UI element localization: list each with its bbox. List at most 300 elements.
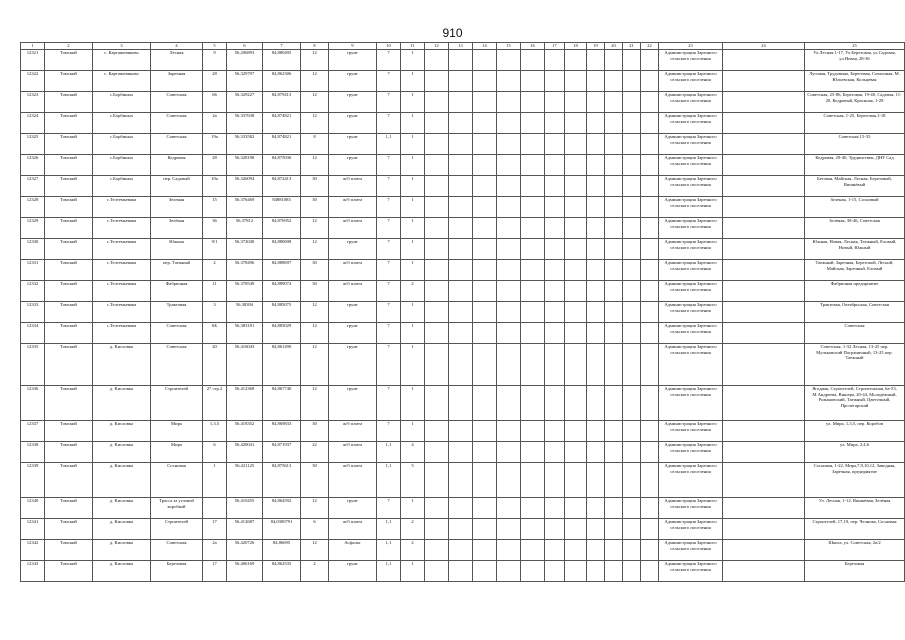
table-cell bbox=[723, 155, 805, 176]
table-cell: Администрация Заречного сельского поселения bbox=[659, 344, 723, 386]
table-cell: 12 bbox=[301, 239, 329, 260]
table-cell bbox=[473, 323, 497, 344]
table-cell: Администрация Заречного сельского поселения bbox=[659, 260, 723, 281]
table-cell: 84,861490 bbox=[263, 344, 301, 386]
table-cell bbox=[521, 176, 545, 197]
table-cell: 6 bbox=[301, 519, 329, 540]
table-cell: Березовая bbox=[805, 561, 905, 582]
table-cell bbox=[641, 197, 659, 218]
table-cell bbox=[425, 50, 449, 71]
table-cell bbox=[473, 155, 497, 176]
table-cell bbox=[623, 239, 641, 260]
table-cell: Томский bbox=[45, 50, 93, 71]
table-cell bbox=[449, 71, 473, 92]
table-cell bbox=[473, 260, 497, 281]
table-cell bbox=[449, 323, 473, 344]
table-cell: 84,876952 bbox=[263, 218, 301, 239]
table-cell: 2 bbox=[401, 519, 425, 540]
table-cell: 7 bbox=[377, 50, 401, 71]
table-cell: 56,333582 bbox=[227, 134, 263, 155]
table-cell bbox=[425, 302, 449, 323]
table-cell: 1 bbox=[401, 239, 425, 260]
table-cell: Томский bbox=[45, 260, 93, 281]
table-cell bbox=[521, 197, 545, 218]
table-cell bbox=[473, 561, 497, 582]
table-cell: Кедровая, 29-40, Трудинствен, ДНТ Сад bbox=[805, 155, 905, 176]
table-cell bbox=[473, 281, 497, 302]
table-cell bbox=[623, 71, 641, 92]
table-cell: Администрация Заречного сельского поселения bbox=[659, 134, 723, 155]
table-cell: Администрация Заречного сельского поселения bbox=[659, 239, 723, 260]
table-cell bbox=[623, 519, 641, 540]
table-cell bbox=[723, 71, 805, 92]
table-cell bbox=[545, 50, 565, 71]
table-cell bbox=[605, 442, 623, 463]
table-cell: 7 bbox=[377, 323, 401, 344]
table-cell: Томский bbox=[45, 561, 93, 582]
table-cell: 3 bbox=[203, 302, 227, 323]
table-cell bbox=[723, 519, 805, 540]
table-cell bbox=[449, 176, 473, 197]
table-cell bbox=[641, 540, 659, 561]
table-cell bbox=[565, 281, 587, 302]
table-cell bbox=[473, 386, 497, 421]
table-cell: с.Телтемьевака bbox=[93, 260, 151, 281]
table-cell bbox=[497, 302, 521, 323]
table-cell bbox=[425, 323, 449, 344]
table-cell: Зеленая bbox=[151, 197, 203, 218]
table-cell bbox=[521, 113, 545, 134]
table-cell: 30 bbox=[301, 463, 329, 498]
table-row bbox=[21, 176, 905, 197]
table-cell: грунт bbox=[329, 113, 377, 134]
table-cell: Школа, ул. Советская, 2а/2 bbox=[805, 540, 905, 561]
table-cell: Сосновая, 1-22, Мира,7,9,10,12, Заводная, Заречная, предприятие bbox=[805, 463, 905, 498]
table-cell bbox=[545, 197, 565, 218]
table-cell: 1 bbox=[401, 176, 425, 197]
table-cell: Администрация Заречного сельского поселения bbox=[659, 302, 723, 323]
table-cell: 12335 bbox=[21, 344, 45, 386]
table-cell bbox=[565, 442, 587, 463]
table-cell: 56,410455 bbox=[227, 498, 263, 519]
table-cell: Сосновая bbox=[151, 463, 203, 498]
table-cell: 1 bbox=[401, 421, 425, 442]
table-cell: 1 bbox=[401, 302, 425, 323]
table-cell: 7 bbox=[377, 71, 401, 92]
table-cell: 12331 bbox=[21, 260, 45, 281]
table-cell bbox=[605, 540, 623, 561]
table-cell bbox=[473, 442, 497, 463]
table-cell: Зелёная bbox=[151, 218, 203, 239]
table-cell bbox=[521, 463, 545, 498]
table-cell bbox=[605, 323, 623, 344]
table-cell bbox=[623, 197, 641, 218]
table-cell bbox=[425, 260, 449, 281]
table-cell bbox=[497, 323, 521, 344]
table-row bbox=[21, 260, 905, 281]
table-cell: 7 bbox=[377, 197, 401, 218]
table-cell: ж/б плита bbox=[329, 281, 377, 302]
table-cell: с.Телтемьевака bbox=[93, 218, 151, 239]
table-row bbox=[21, 92, 905, 113]
table-cell bbox=[473, 71, 497, 92]
table-cell: Администрация Заречного сельского поселения bbox=[659, 561, 723, 582]
table-cell: Зеленая, 1-15, Сосновый bbox=[805, 197, 905, 218]
table-cell: 30 bbox=[301, 176, 329, 197]
table-cell: Советская 15-35 bbox=[805, 134, 905, 155]
table-cell bbox=[723, 176, 805, 197]
table-cell: с.Телтемьевака bbox=[93, 197, 151, 218]
table-cell bbox=[565, 386, 587, 421]
table-cell: Советская bbox=[151, 540, 203, 561]
column-number-cell: 11 bbox=[401, 43, 425, 50]
table-cell bbox=[641, 134, 659, 155]
table-cell: 12326 bbox=[21, 155, 45, 176]
table-cell bbox=[623, 176, 641, 197]
column-number-cell: 16 bbox=[521, 43, 545, 50]
table-cell: 1,1 bbox=[377, 540, 401, 561]
table-cell bbox=[473, 50, 497, 71]
table-cell: с. Карташевиково bbox=[93, 50, 151, 71]
table-cell: ж/б плита bbox=[329, 197, 377, 218]
table-cell: Администрация Заречного сельского поселения bbox=[659, 463, 723, 498]
table-cell: 15 bbox=[203, 197, 227, 218]
table-cell: д. Кисловка bbox=[93, 498, 151, 519]
table-cell: Томский bbox=[45, 540, 93, 561]
table-cell bbox=[641, 561, 659, 582]
table-cell bbox=[473, 239, 497, 260]
table-row bbox=[21, 113, 905, 134]
table-cell bbox=[497, 218, 521, 239]
table-cell bbox=[587, 71, 605, 92]
table-cell bbox=[723, 239, 805, 260]
table-cell: 22 bbox=[301, 442, 329, 463]
table-cell: 56,376469 bbox=[227, 197, 263, 218]
table-cell: 12 bbox=[301, 323, 329, 344]
table-cell: 56,378549 bbox=[227, 281, 263, 302]
table-cell: с. Карташевиково bbox=[93, 71, 151, 92]
table-cell: 12 bbox=[301, 540, 329, 561]
table-cell: 56,328198 bbox=[227, 155, 263, 176]
table-cell bbox=[545, 442, 565, 463]
table-cell: грунт bbox=[329, 50, 377, 71]
table-cell bbox=[521, 71, 545, 92]
table-cell: 84,86695 bbox=[263, 540, 301, 561]
table-cell: Ул.Лесная 1-17, Ул.Березовая, ул.Садовая, ул.Новая, 28-36 bbox=[805, 50, 905, 71]
table-cell: 56,326094 bbox=[227, 176, 263, 197]
column-number-cell: 23 bbox=[659, 43, 723, 50]
table-cell: 84,880698 bbox=[263, 239, 301, 260]
table-cell: 1 bbox=[401, 71, 425, 92]
waste-sites-register-table bbox=[20, 42, 905, 582]
table-cell: 56,420726 bbox=[227, 540, 263, 561]
table-cell bbox=[449, 442, 473, 463]
table-cell: Томский bbox=[45, 134, 93, 155]
table-cell bbox=[605, 519, 623, 540]
table-cell: Томский bbox=[45, 197, 93, 218]
table-cell bbox=[473, 218, 497, 239]
table-cell: Администрация Заречного сельского поселения bbox=[659, 540, 723, 561]
table-cell bbox=[449, 113, 473, 134]
table-cell bbox=[605, 260, 623, 281]
table-cell bbox=[449, 50, 473, 71]
table-cell: 84,875036 bbox=[263, 155, 301, 176]
table-cell: Советская, 1-25, Береговая,1-18 bbox=[805, 113, 905, 134]
table-cell: Трактовая bbox=[151, 302, 203, 323]
table-cell bbox=[641, 176, 659, 197]
table-cell: пер. Садовый bbox=[151, 176, 203, 197]
column-number-cell: 21 bbox=[623, 43, 641, 50]
table-cell bbox=[473, 421, 497, 442]
table-cell bbox=[473, 197, 497, 218]
table-cell bbox=[723, 344, 805, 386]
table-cell bbox=[545, 113, 565, 134]
table-cell: грунт bbox=[329, 71, 377, 92]
table-cell bbox=[605, 302, 623, 323]
table-cell bbox=[605, 239, 623, 260]
table-cell: Зелёная, 38-46, Советская bbox=[805, 218, 905, 239]
table-cell bbox=[565, 302, 587, 323]
table-cell: Томский bbox=[45, 386, 93, 421]
table-cell bbox=[641, 281, 659, 302]
table-cell: с.Телтемьевака bbox=[93, 302, 151, 323]
table-cell: 12324 bbox=[21, 113, 45, 134]
table-cell bbox=[545, 540, 565, 561]
table-row bbox=[21, 386, 905, 421]
table-cell bbox=[473, 113, 497, 134]
table-cell bbox=[641, 463, 659, 498]
table-cell bbox=[545, 281, 565, 302]
table-cell bbox=[473, 344, 497, 386]
table-cell bbox=[521, 260, 545, 281]
table-cell: 1 bbox=[401, 386, 425, 421]
table-cell: 56,378496 bbox=[227, 260, 263, 281]
table-cell: с.Борбиных bbox=[93, 113, 151, 134]
column-number-cell: 1 bbox=[21, 43, 45, 50]
table-cell: 20 bbox=[203, 344, 227, 386]
table-cell bbox=[605, 113, 623, 134]
table-cell: 56,406169 bbox=[227, 561, 263, 582]
table-cell: с.Борбиных bbox=[93, 134, 151, 155]
table-cell: 12328 bbox=[21, 197, 45, 218]
table-cell bbox=[641, 323, 659, 344]
table-cell: 12330 bbox=[21, 239, 45, 260]
table-cell bbox=[623, 463, 641, 498]
table-cell: 56,418352 bbox=[227, 421, 263, 442]
table-cell bbox=[565, 50, 587, 71]
table-cell bbox=[497, 92, 521, 113]
table-cell: Березовая bbox=[151, 561, 203, 582]
table-cell bbox=[497, 561, 521, 582]
table-cell bbox=[545, 176, 565, 197]
table-cell: 1 bbox=[401, 134, 425, 155]
column-number-cell: 9 bbox=[329, 43, 377, 50]
table-cell bbox=[449, 463, 473, 498]
table-cell bbox=[425, 519, 449, 540]
table-cell: 17 bbox=[203, 519, 227, 540]
table-cell bbox=[565, 239, 587, 260]
table-cell: Советская bbox=[805, 323, 905, 344]
table-cell bbox=[473, 463, 497, 498]
table-cell: грунт bbox=[329, 239, 377, 260]
column-number-cell: 2 bbox=[45, 43, 93, 50]
table-cell: 84,862306 bbox=[263, 71, 301, 92]
table-cell: 12339 bbox=[21, 463, 45, 498]
table-cell: грунт bbox=[329, 134, 377, 155]
table-cell: Томский bbox=[45, 113, 93, 134]
table-cell: Ягодная, Строителей, Строительная, 6а-53, М.Андреева, Вишера, 20-44, Молодёжный, Рожановский, Таежный, Цветочный, Пролетарский bbox=[805, 386, 905, 421]
table-cell: 27 стр.2 bbox=[203, 386, 227, 421]
table-cell bbox=[723, 218, 805, 239]
table-cell bbox=[587, 134, 605, 155]
table-cell: 66 bbox=[203, 92, 227, 113]
table-cell bbox=[723, 113, 805, 134]
table-cell bbox=[641, 302, 659, 323]
table-row bbox=[21, 50, 905, 71]
table-cell: Администрация Заречного сельского поселения bbox=[659, 155, 723, 176]
table-cell: Администрация Заречного сельского поселения bbox=[659, 176, 723, 197]
column-number-cell: 20 bbox=[605, 43, 623, 50]
table-cell: Томский bbox=[45, 498, 93, 519]
table-cell bbox=[545, 561, 565, 582]
table-cell bbox=[497, 519, 521, 540]
table-cell: 12 bbox=[301, 498, 329, 519]
table-cell bbox=[521, 519, 545, 540]
table-cell bbox=[545, 421, 565, 442]
table-cell bbox=[605, 197, 623, 218]
table-cell: с.Телтемьевака bbox=[93, 281, 151, 302]
table-cell: 30 bbox=[301, 260, 329, 281]
table-cell: Томский bbox=[45, 239, 93, 260]
table-cell bbox=[641, 498, 659, 519]
table-cell: ул. Мира, 1,3,5, пер. Коробов bbox=[805, 421, 905, 442]
table-cell: 1 bbox=[401, 260, 425, 281]
table-cell: 12 bbox=[301, 302, 329, 323]
table-row bbox=[21, 281, 905, 302]
table-cell: 84,875613 bbox=[263, 463, 301, 498]
table-cell: 1 bbox=[401, 92, 425, 113]
table-cell: Администрация Заречного сельского поселения bbox=[659, 281, 723, 302]
table-cell bbox=[425, 92, 449, 113]
table-cell: Томский bbox=[45, 281, 93, 302]
table-cell: 7 bbox=[377, 386, 401, 421]
table-cell bbox=[545, 498, 565, 519]
table-cell: 84,869833 bbox=[263, 421, 301, 442]
table-cell bbox=[425, 239, 449, 260]
table-cell: 56,329797 bbox=[227, 71, 263, 92]
table-cell: 2 bbox=[203, 260, 227, 281]
table-cell: 2 bbox=[401, 540, 425, 561]
table-cell: 84,864592 bbox=[263, 498, 301, 519]
table-cell bbox=[565, 197, 587, 218]
table-cell bbox=[425, 386, 449, 421]
table-cell bbox=[473, 302, 497, 323]
table-row bbox=[21, 421, 905, 442]
table-cell: 28 bbox=[203, 155, 227, 176]
table-cell bbox=[521, 239, 545, 260]
table-cell: с.Борбиных bbox=[93, 176, 151, 197]
table-cell bbox=[723, 561, 805, 582]
table-cell: ул. Мира, 2,4,6 bbox=[805, 442, 905, 463]
table-cell: Администрация Заречного сельского поселения bbox=[659, 71, 723, 92]
table-cell: 7 bbox=[377, 498, 401, 519]
table-cell: Советская bbox=[151, 113, 203, 134]
table-cell bbox=[497, 344, 521, 386]
table-cell bbox=[425, 281, 449, 302]
table-cell bbox=[449, 344, 473, 386]
table-cell bbox=[545, 92, 565, 113]
column-number-cell: 24 bbox=[723, 43, 805, 50]
table-cell: д. Кисловка bbox=[93, 540, 151, 561]
table-cell: 56,372040 bbox=[227, 239, 263, 260]
table-cell: 7 bbox=[377, 302, 401, 323]
table-cell bbox=[545, 239, 565, 260]
table-cell: 12 bbox=[301, 71, 329, 92]
table-cell bbox=[565, 218, 587, 239]
table-cell: 12 bbox=[301, 386, 329, 421]
table-cell: 8 bbox=[301, 134, 329, 155]
table-cell bbox=[521, 498, 545, 519]
table-cell: д. Кисловка bbox=[93, 386, 151, 421]
table-cell: Томский bbox=[45, 519, 93, 540]
table-cell bbox=[623, 540, 641, 561]
table-cell: 12334 bbox=[21, 323, 45, 344]
column-number-cell: 14 bbox=[473, 43, 497, 50]
table-cell bbox=[587, 421, 605, 442]
table-cell bbox=[587, 176, 605, 197]
column-number-cell: 15 bbox=[497, 43, 521, 50]
table-cell bbox=[587, 519, 605, 540]
table-cell: Томский bbox=[45, 176, 93, 197]
table-cell bbox=[723, 442, 805, 463]
table-row bbox=[21, 197, 905, 218]
table-row bbox=[21, 323, 905, 344]
table-cell bbox=[565, 134, 587, 155]
table-cell bbox=[449, 386, 473, 421]
table-cell: Администрация Заречного сельского поселения bbox=[659, 421, 723, 442]
table-cell: Фабричная bbox=[151, 281, 203, 302]
table-body bbox=[21, 43, 905, 582]
table-cell bbox=[623, 561, 641, 582]
table-cell bbox=[587, 155, 605, 176]
table-cell: 84,874821 bbox=[263, 113, 301, 134]
table-cell: 5 bbox=[401, 463, 425, 498]
table-cell bbox=[623, 498, 641, 519]
table-cell bbox=[565, 344, 587, 386]
table-cell bbox=[473, 92, 497, 113]
table-cell: Советская bbox=[151, 134, 203, 155]
table-cell bbox=[623, 260, 641, 281]
table-cell: 17 bbox=[203, 561, 227, 582]
table-cell bbox=[623, 302, 641, 323]
table-cell bbox=[473, 498, 497, 519]
table-cell bbox=[449, 540, 473, 561]
table-cell: 2 bbox=[301, 561, 329, 582]
table-cell bbox=[425, 218, 449, 239]
table-cell bbox=[497, 540, 521, 561]
table-cell: 7 bbox=[377, 113, 401, 134]
table-cell bbox=[587, 197, 605, 218]
table-cell: грунт bbox=[329, 323, 377, 344]
table-cell: 56,206893 bbox=[227, 50, 263, 71]
table-cell bbox=[641, 113, 659, 134]
table-cell bbox=[605, 50, 623, 71]
column-number-cell: 18 bbox=[565, 43, 587, 50]
table-cell bbox=[587, 323, 605, 344]
table-cell: 12343 bbox=[21, 561, 45, 582]
table-cell bbox=[521, 281, 545, 302]
table-cell: 84881083 bbox=[263, 197, 301, 218]
